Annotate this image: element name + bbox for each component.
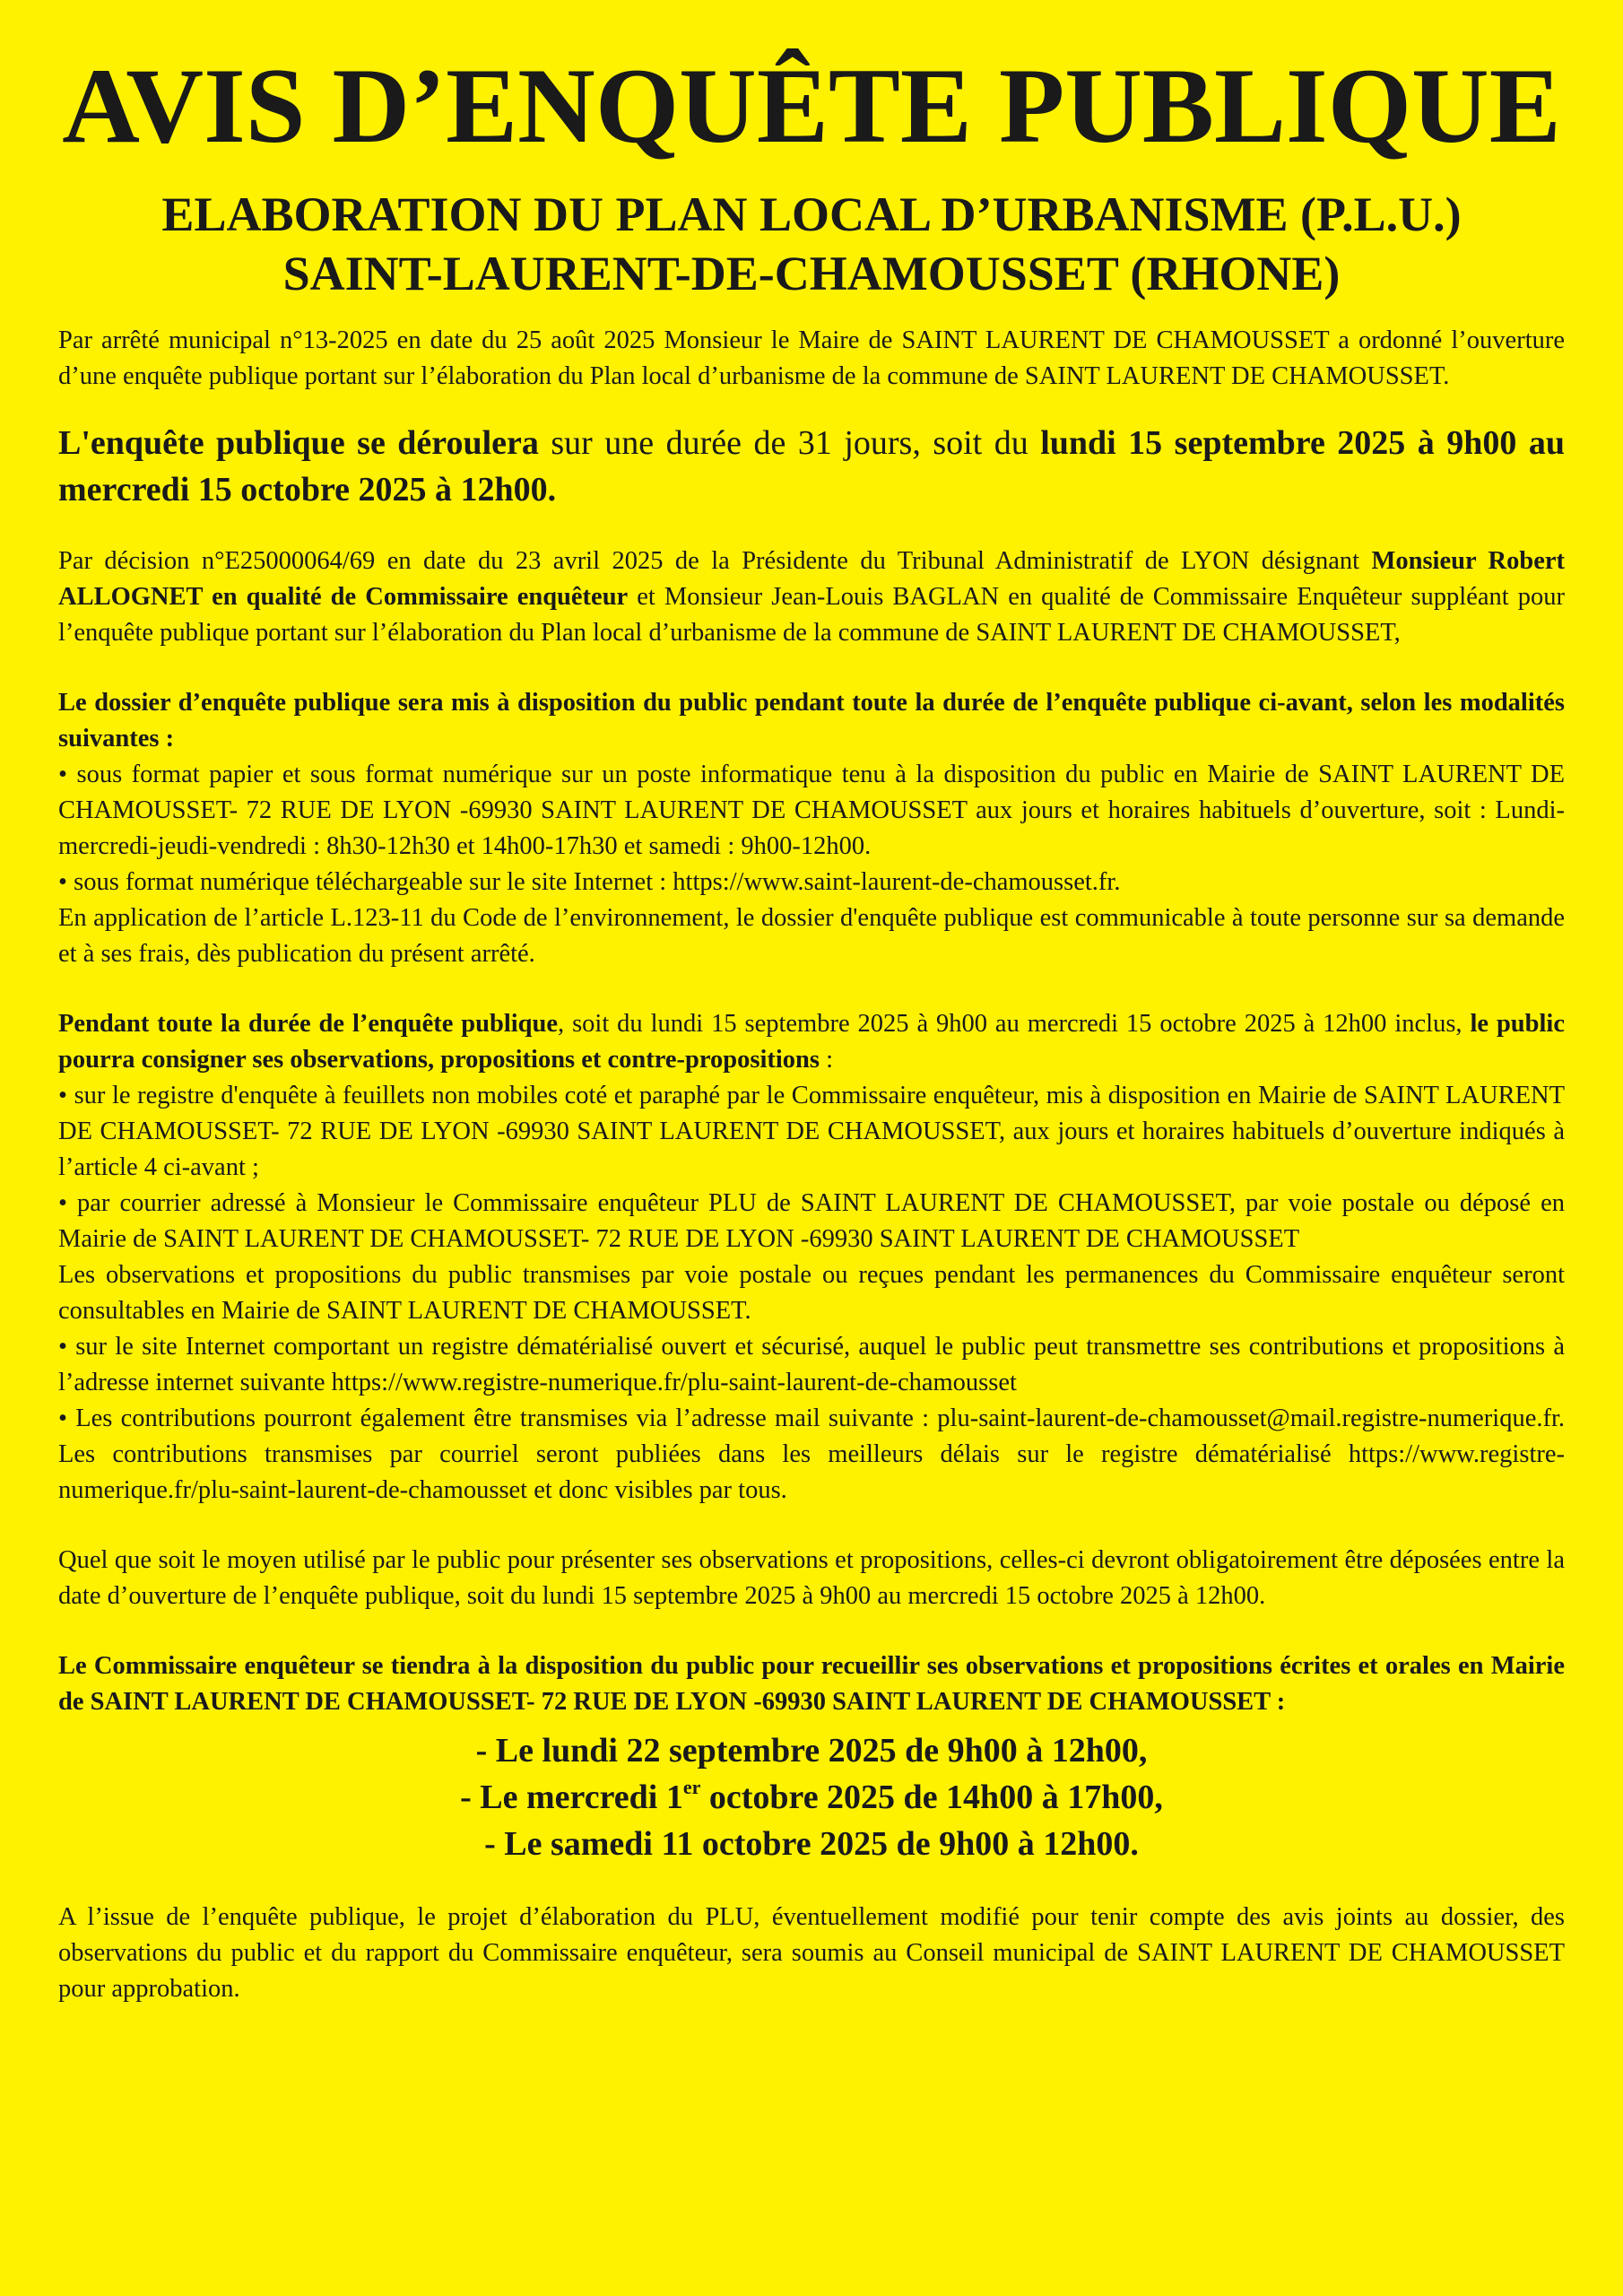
observations-item-mail: • par courrier adressé à Monsieur le Commissaire enquêteur PLU de SAINT LAURENT DE CHAMOUSSET, par voie postale ou déposé en Mairie de SAINT LAURENT DE CHAMOUSSET- 72 RUE DE LYON -69930 SAINT LAURENT DE CHAMOUSSET <box>58 1189 1565 1253</box>
decision-paragraph <box>58 544 1565 651</box>
permanence-1: - Le lundi 22 septembre 2025 de 9h00 à 12h00, <box>475 1732 1148 1770</box>
permanence-3: - Le samedi 11 octobre 2025 de 9h00 à 12h00. <box>484 1825 1139 1863</box>
duration-paragraph <box>58 420 1565 513</box>
permanence-2-start: - Le mercredi 1 <box>460 1779 683 1816</box>
decision-text-1: Par décision n°E25000064/69 en date du 23 avril 2025 de la Présidente du Tribunal Administratif de LYON désignant <box>58 547 1372 575</box>
observations-item-email: • Les contributions pourront également être transmises via l’adresse mail suivante : plu-saint-laurent-de-chamousset@mail.registre-numerique.fr. Les contributions transmises par courriel seront publiées dans les meilleurs délais sur le registre dématérialisé https://www.registre-numerique.fr/plu-saint-laurent-de-chamousset et donc visibles par tous. <box>58 1405 1565 1504</box>
decision-text-2: et Monsieur Jean-Louis BAGLAN en qualité de Commissaire Enquêteur suppléant pour l’enquête publique portant sur l’élaboration du Plan local d’urbanisme de la commune de SAINT LAURENT DE CHAMOUSSET, <box>58 583 1565 647</box>
observations-item-register: • sur le registre d'enquête à feuillets non mobiles coté et paraphé par le Commissaire enquêteur, mis à disposition en Mairie de SAINT LAURENT DE CHAMOUSSET- 72 RUE DE LYON -69930 SAINT LAURENT DE CHAMOUSSET, aux jours et horaires habituels d’ouverture indiqués à l’article 4 ci-avant ; <box>58 1082 1565 1181</box>
dossier-item-paper: • sous format papier et sous format numérique sur un poste informatique tenu à la disposition du public en Mairie de SAINT LAURENT DE CHAMOUSSET- 72 RUE DE LYON -69930 SAINT LAURENT DE CHAMOUSSET aux jours et horaires habituels d’ouverture, soit : Lundi-mercredi-jeudi-vendredi : 8h30-12h30 et 14h00-17h30 et samedi : 9h00-12h00. <box>58 761 1565 860</box>
notice-subtitle-commune: SAINT-LAURENT-DE-CHAMOUSSET (RHONE) <box>282 247 1341 300</box>
permanences-list <box>58 1727 1565 1867</box>
arrete-paragraph: Par arrêté municipal n°13-2025 en date du 25 août 2025 Monsieur le Maire de SAINT LAURENT DE CHAMOUSSET a ordonné l’ouverture d’une enquête publique portant sur l’élaboration du Plan local d’urbanisme de la commune de SAINT LAURENT DE CHAMOUSSET. <box>58 326 1565 390</box>
observations-item-website: • sur le site Internet comportant un registre dématérialisé ouvert et sécurisé, auquel le public peut transmettre ses contributions et propositions à l’adresse internet suivante https://www.registre-numerique.fr/plu-saint-laurent-de-chamousset <box>58 1333 1565 1396</box>
permanence-2 <box>58 1774 1565 1821</box>
permanence-2-ordinal: er <box>682 1776 701 1799</box>
duration-text: sur une durée de 31 jours, soit du <box>538 424 1041 462</box>
dossier-heading: Le dossier d’enquête publique sera mis à disposition du public pendant toute la durée de l’enquête publique ci-avant, selon les modalités suivantes : <box>58 689 1565 752</box>
observations-intro-text-1: , soit du lundi 15 septembre 2025 à 9h00 au mercredi 15 octobre 2025 à 12h00 inclus, <box>558 1010 1471 1038</box>
deadline-paragraph: Quel que soit le moyen utilisé par le public pour présenter ses observations et propositions, celles-ci devront obligatoirement être déposées entre la date d’ouverture de l’enquête publique, soit du lundi 15 septembre 2025 à 9h00 au mercredi 15 octobre 2025 à 12h00. <box>58 1546 1565 1610</box>
observations-intro <box>58 1010 1565 1074</box>
permanence-2-end: octobre 2025 de 14h00 à 17h00, <box>700 1779 1163 1816</box>
permanences-paragraph: Le Commissaire enquêteur se tiendra à la disposition du public pour recueillir ses observations et propositions écrites et orales en Mairie de SAINT LAURENT DE CHAMOUSSET- 72 RUE DE LYON -69930 SAINT LAURENT DE CHAMOUSSET : <box>58 1652 1565 1716</box>
observations-intro-bold-1: Pendant toute la durée de l’enquête publique <box>58 1010 559 1038</box>
dossier-paragraph <box>58 685 1565 972</box>
observations-paragraph <box>58 1006 1565 1509</box>
dossier-communication-text: En application de l’article L.123-11 du Code de l’environnement, le dossier d'enquête publique est communicable à toute personne sur sa demande et à ses frais, dès publication du présent arrêté. <box>58 904 1565 968</box>
notice-subtitle-plu: ELABORATION DU PLAN LOCAL D’URBANISME (P.L.U.) <box>161 187 1462 241</box>
observations-intro-bold-2: le public pourra consigner ses observations, propositions et contre-propositions <box>58 1010 1565 1074</box>
notice-title: AVIS D’ENQUÊTE PUBLIQUE <box>62 46 1561 165</box>
duration-dates: lundi 15 septembre 2025 à 9h00 au mercredi 15 octobre 2025 à 12h00. <box>58 424 1565 509</box>
dossier-item-website: • sous format numérique téléchargeable sur le site Internet : https://www.saint-laurent-de-chamousset.fr. <box>58 868 1121 896</box>
observations-consultable-text: Les observations et propositions du public transmises par voie postale ou reçues pendant les permanences du Commissaire enquêteur seront consultables en Mairie de SAINT LAURENT DE CHAMOUSSET. <box>58 1261 1565 1325</box>
duration-lead: L'enquête publique se déroulera <box>58 424 539 462</box>
observations-intro-text-2: : <box>820 1046 834 1074</box>
conclusion-paragraph: A l’issue de l’enquête publique, le projet d’élaboration du PLU, éventuellement modifié pour tenir compte des avis joints au dossier, des observations du public et du rapport du Commissaire enquêteur, sera soumis au Conseil municipal de SAINT LAURENT DE CHAMOUSSET pour approbation. <box>58 1903 1565 2003</box>
decision-commissioner: Monsieur Robert ALLOGNET en qualité de Commissaire enquêteur <box>58 547 1565 611</box>
